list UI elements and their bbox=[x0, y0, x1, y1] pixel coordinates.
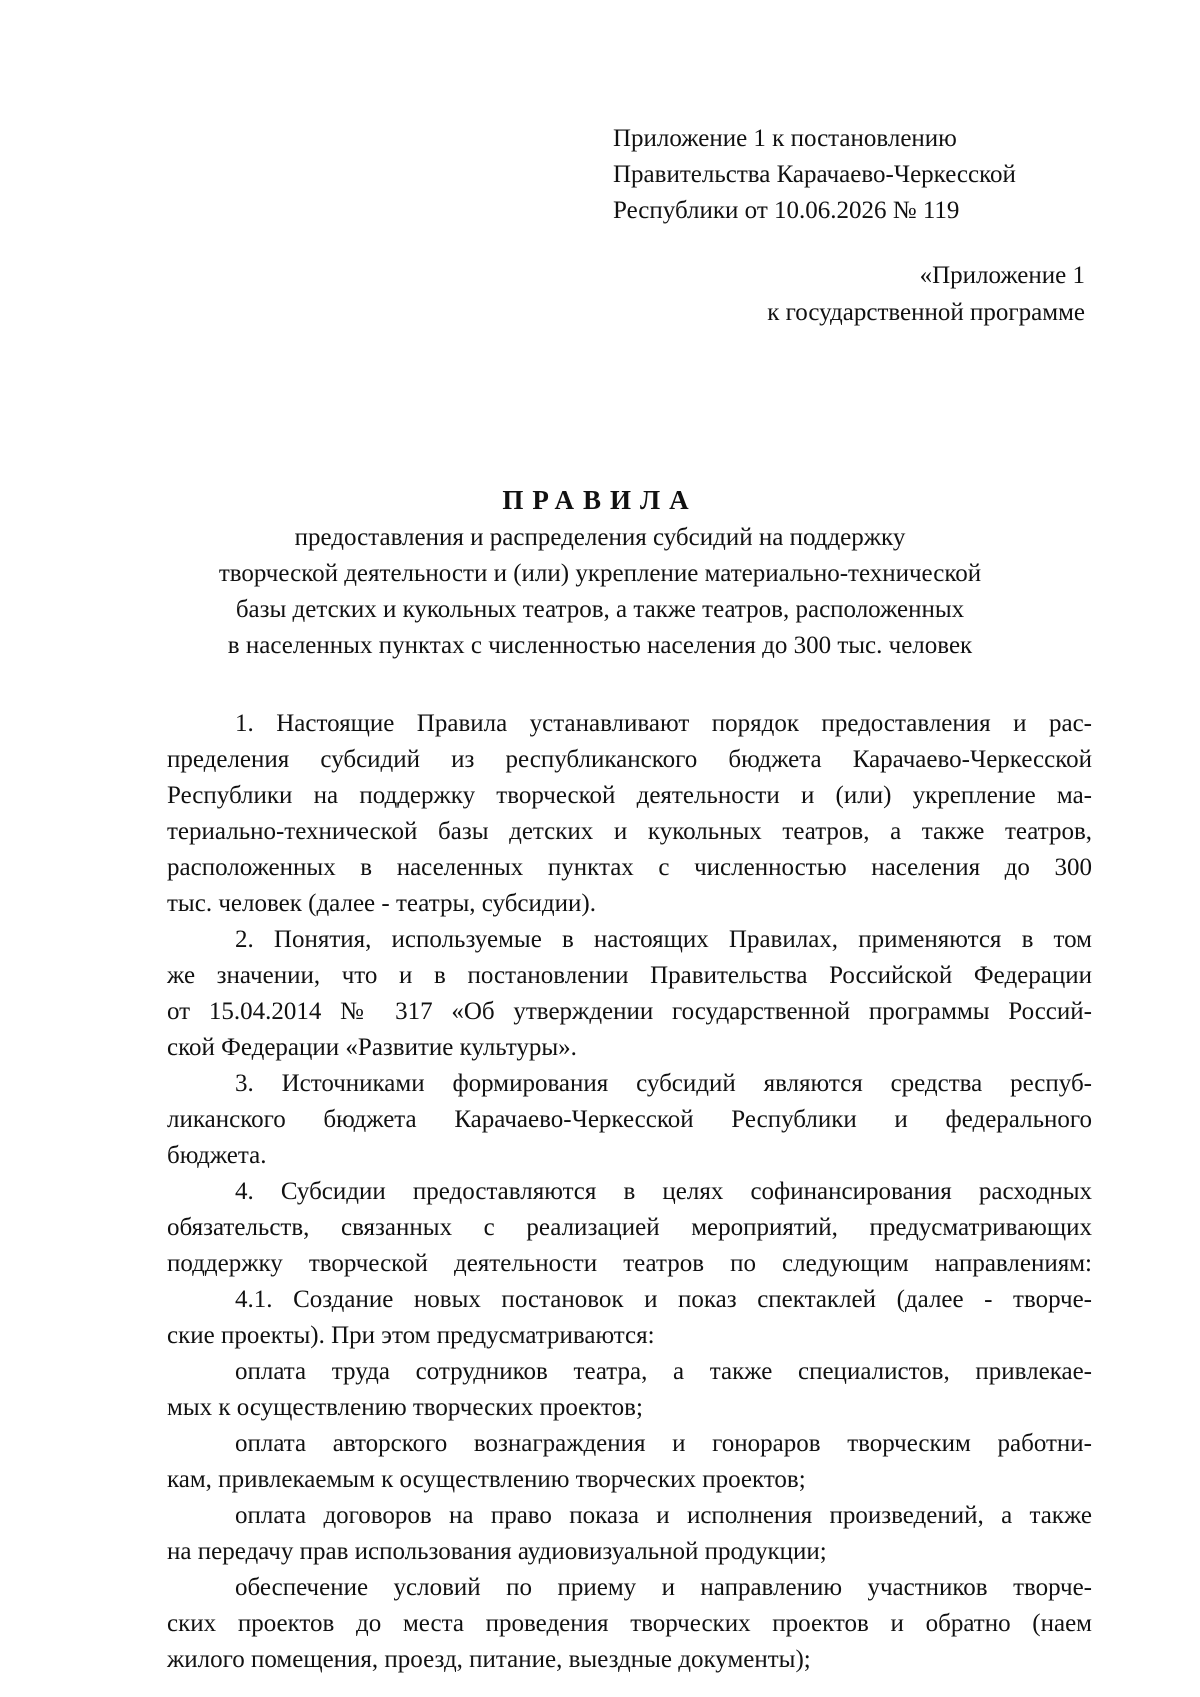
paragraph-1-line: 1. Настоящие Правила устанавливают порядок предоставления и рас- bbox=[235, 710, 1092, 737]
program-line: «Приложение 1 bbox=[919, 262, 1085, 289]
paragraph-2-line: же значении, что и в постановлении Правительства Российской Федерации bbox=[167, 962, 1092, 989]
title-line: предоставления и распределения субсидий на поддержку bbox=[294, 524, 906, 551]
list-item-line: на передачу прав использования аудиовизуальной продукции; bbox=[167, 1538, 827, 1565]
appendix-reference bbox=[613, 121, 1016, 229]
list-item-line: ских проектов до места проведения творческих проектов и обратно (наем bbox=[167, 1610, 1092, 1637]
paragraph-1-line: тыс. человек (далее - театры, субсидии). bbox=[167, 890, 596, 917]
paragraph-4-line: обязательств, связанных с реализацией мероприятий, предусматривающих bbox=[167, 1214, 1092, 1241]
paragraph-1-line: пределения субсидий из республиканского бюджета Карачаево-Черкесской bbox=[167, 746, 1092, 773]
list-item-line: оплата труда сотрудников театра, а также специалистов, привлекае- bbox=[235, 1358, 1092, 1385]
paragraph-4-1-line: 4.1. Создание новых постановок и показ спектаклей (далее - творче- bbox=[235, 1286, 1092, 1313]
appendix-line: Приложение 1 к постановлению bbox=[613, 125, 957, 152]
paragraph-3-line: бюджета. bbox=[167, 1142, 267, 1169]
paragraph-1-line: расположенных в населенных пунктах с численностью населения до 300 bbox=[167, 854, 1092, 881]
paragraph-4-1-line: ские проекты). При этом предусматриваются: bbox=[167, 1322, 655, 1349]
program-reference bbox=[767, 257, 1085, 331]
title-heading: ПРАВИЛА bbox=[502, 485, 698, 515]
list-item-line: жилого помещения, проезд, питание, выездные документы); bbox=[167, 1646, 811, 1673]
list-item-line: оплата договоров на право показа и исполнения произведений, а также bbox=[235, 1502, 1092, 1529]
document-title bbox=[150, 480, 1050, 664]
appendix-line: Республики от 10.06.2026 № 119 bbox=[613, 197, 960, 224]
program-line: к государственной программе bbox=[767, 299, 1085, 326]
paragraph-2-line: от 15.04.2014 № 317 «Об утверждении государственной программы Россий- bbox=[167, 998, 1092, 1025]
document-body bbox=[167, 706, 1092, 1678]
title-line: в населенных пунктах с численностью населения до 300 тыс. человек bbox=[227, 632, 973, 659]
paragraph-3-line: ликанского бюджета Карачаево-Черкесской Республики и федерального bbox=[167, 1106, 1092, 1133]
paragraph-1-line: териально-технической базы детских и кукольных театров, а также театров, bbox=[167, 818, 1092, 845]
paragraph-3-line: 3. Источниками формирования субсидий являются средства респуб- bbox=[235, 1070, 1092, 1097]
appendix-line: Правительства Карачаево-Черкесской bbox=[613, 161, 1016, 188]
paragraph-2-line: 2. Понятия, используемые в настоящих Правилах, применяются в том bbox=[235, 926, 1092, 953]
list-item-line: обеспечение условий по приему и направлению участников творче- bbox=[235, 1574, 1092, 1601]
title-line: базы детских и кукольных театров, а также театров, расположенных bbox=[235, 596, 965, 623]
list-item-line: мых к осуществлению творческих проектов; bbox=[167, 1394, 643, 1421]
paragraph-1-line: Республики на поддержку творческой деятельности и (или) укрепление ма- bbox=[167, 782, 1092, 809]
list-item-line: кам, привлекаемым к осуществлению творческих проектов; bbox=[167, 1466, 806, 1493]
paragraph-4-line: 4. Субсидии предоставляются в целях софинансирования расходных bbox=[235, 1178, 1092, 1205]
paragraph-4-line: поддержку творческой деятельности театров по следующим направлениям: bbox=[167, 1250, 1092, 1277]
title-line: творческой деятельности и (или) укрепление материально-технической bbox=[218, 560, 982, 587]
list-item-line: оплата авторского вознаграждения и гонораров творческим работни- bbox=[235, 1430, 1092, 1457]
paragraph-2-line: ской Федерации «Развитие культуры». bbox=[167, 1034, 577, 1061]
